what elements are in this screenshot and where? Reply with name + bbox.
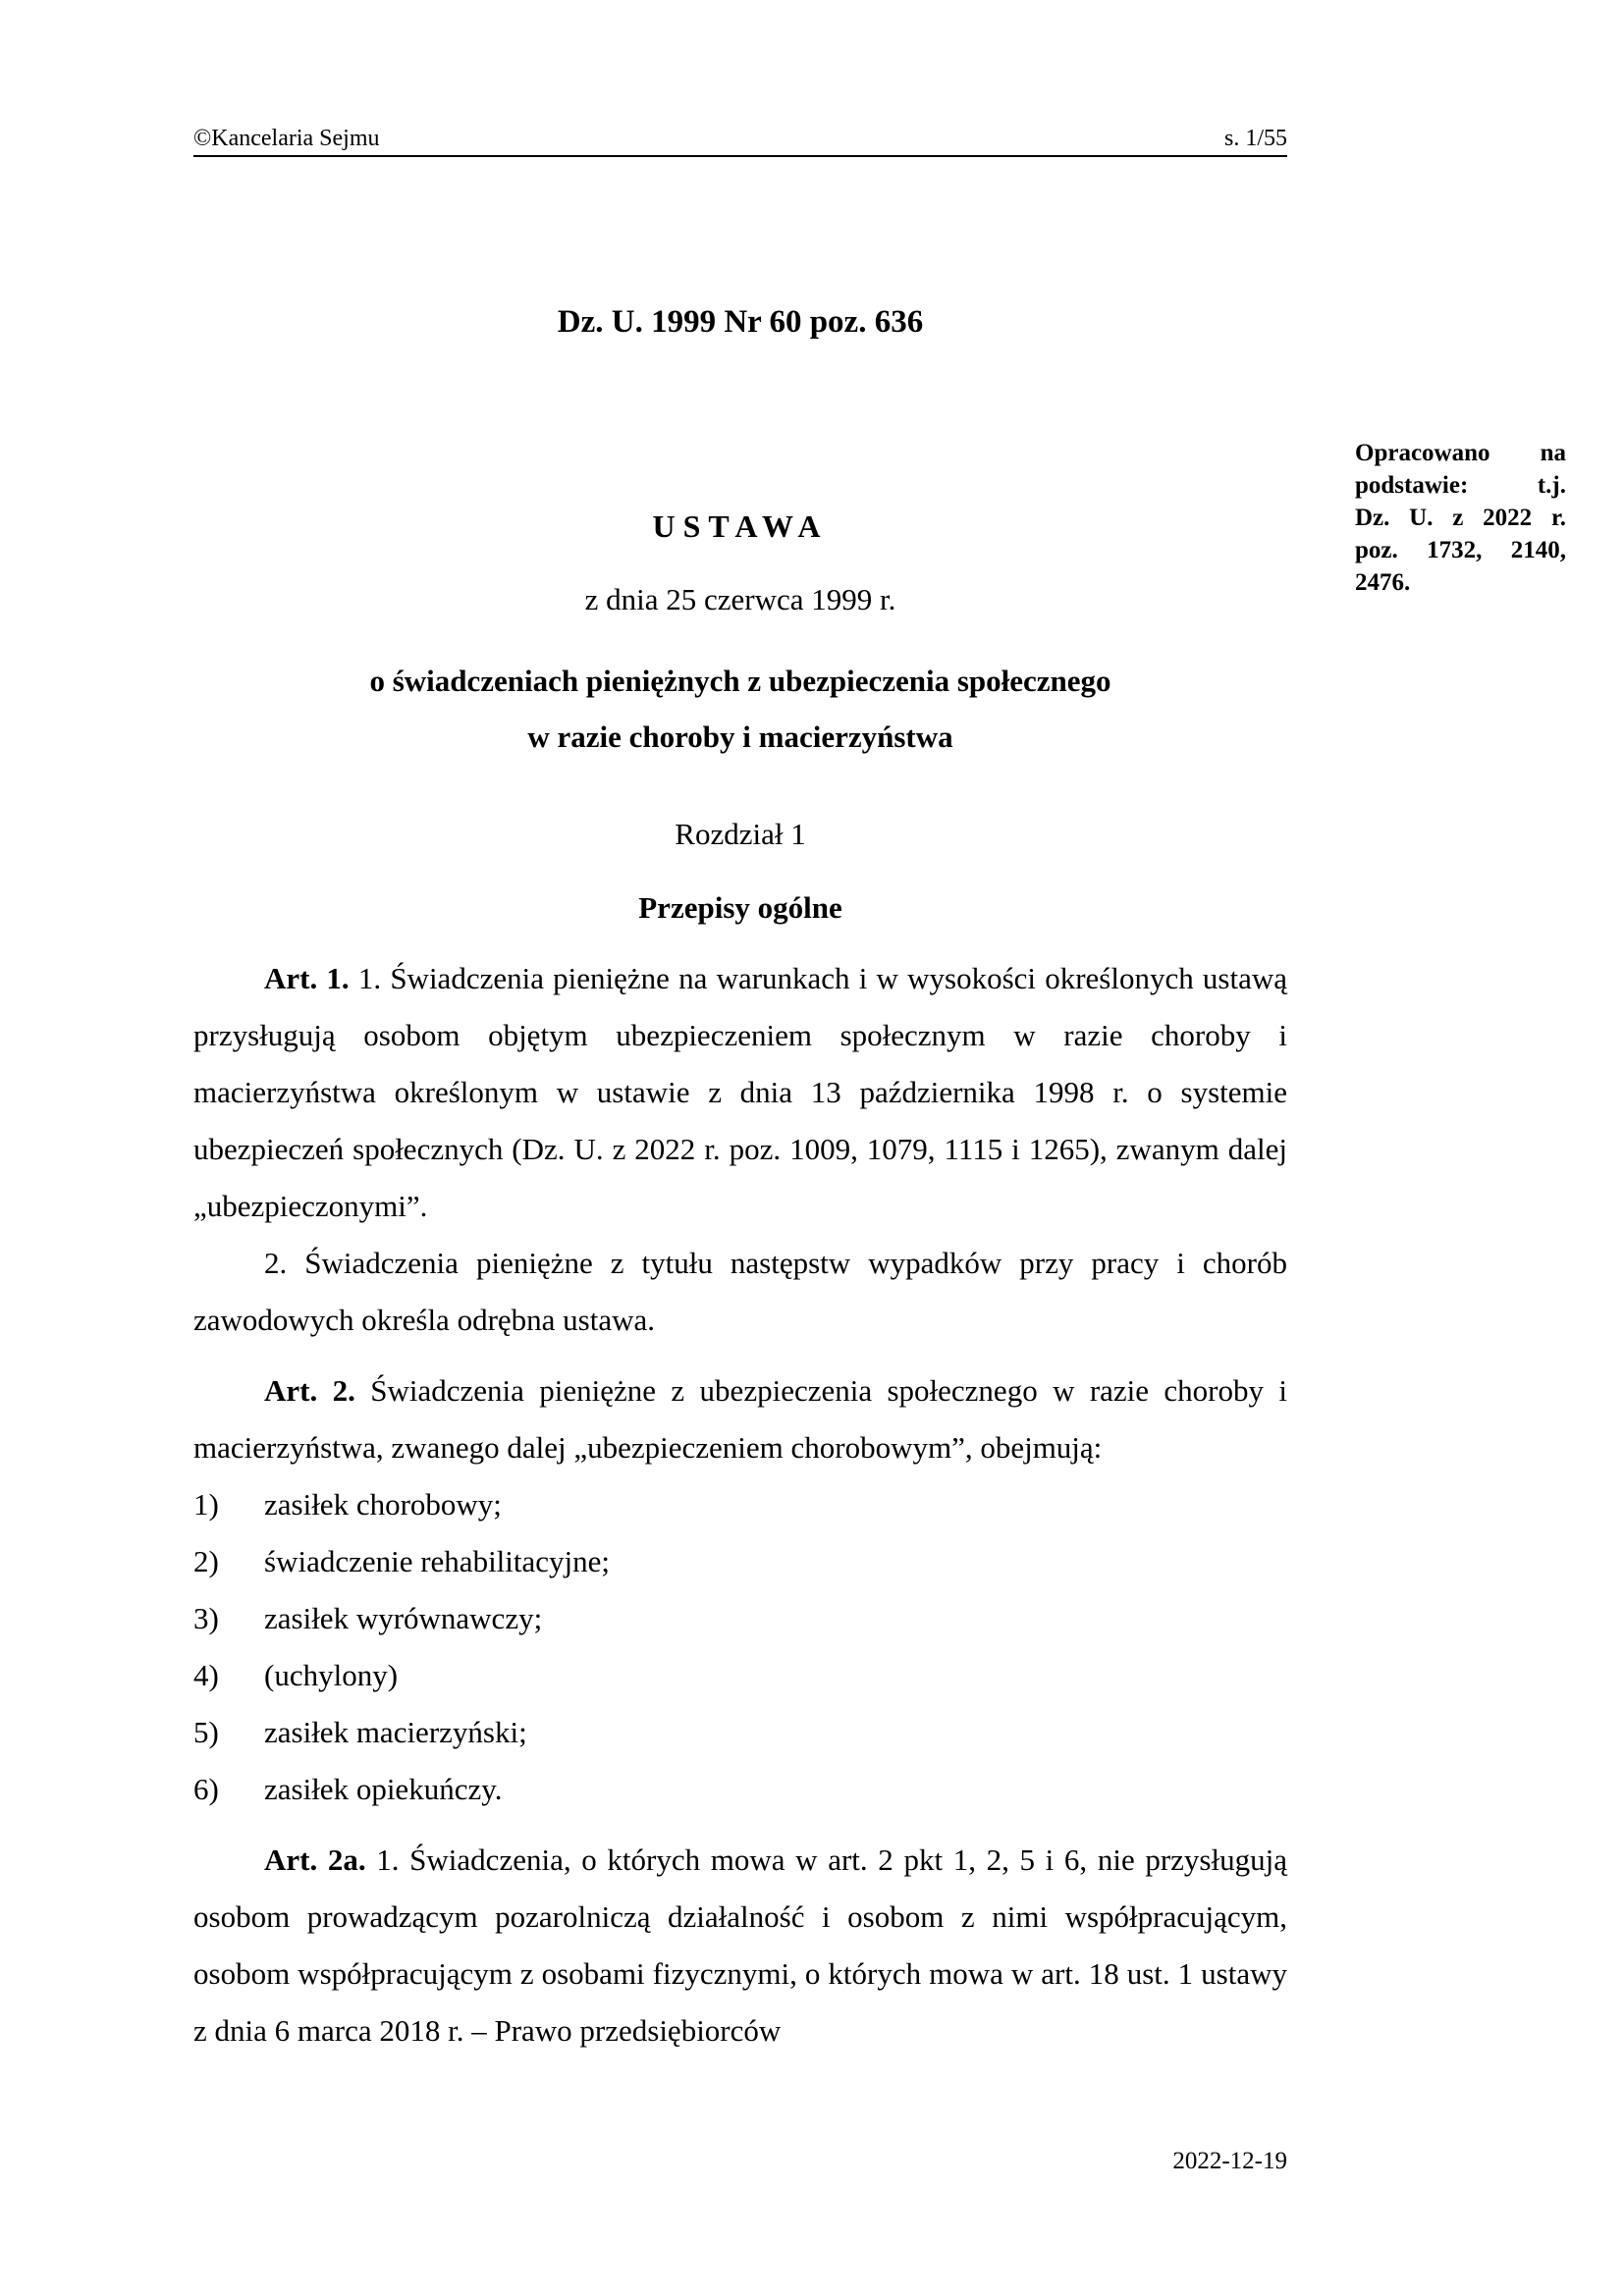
article-label: Art. 2a. <box>264 1842 366 1877</box>
sidenote-line: Dz. U. z 2022 r. <box>1355 505 1566 531</box>
header-page-number: s. 1/55 <box>1223 126 1287 151</box>
sidenote-line: podstawie: t.j. <box>1355 472 1566 499</box>
list-item: 2) świadczenie rehabilitacyjne; <box>193 1544 611 1578</box>
journal-reference: Dz. U. 1999 Nr 60 poz. 636 <box>557 304 924 340</box>
act-title <box>193 653 1287 765</box>
article-label: Art. 1. <box>264 961 350 995</box>
sidenote-line: poz. 1732, 2140, <box>1355 537 1566 563</box>
list-item: 5) zasiłek macierzyński; <box>193 1715 527 1749</box>
article-2-intro: Art. 2. Świadczenia pieniężne z ubezpieczenia społecznego w razie choroby i macierzyństwa, zwanego dalej „ubezpieczeniem chorobowym”, obejmują: <box>193 1373 1287 1465</box>
act-title-line: o świadczeniach pieniężnych z ubezpieczenia społecznego <box>369 664 1111 698</box>
chapter-label: Rozdział 1 <box>675 817 806 851</box>
article-2-list <box>193 1476 1287 1818</box>
sidenote-line: Opracowano na <box>1355 440 1566 466</box>
article-label: Art. 2. <box>264 1373 355 1408</box>
act-type: USTAWA <box>652 508 829 544</box>
list-item: 3) zasiłek wyrównawczy; <box>193 1601 543 1635</box>
list-item: 4) (uchylony) <box>193 1658 399 1692</box>
article-2a-paragraph-1: Art. 2a. 1. Świadczenia, o których mowa w art. 2 pkt 1, 2, 5 i 6, nie przysługują osobom prowadzącym pozarolniczą działalność i osobom z nimi współpracującym, osobom współpracującym z osobami fizycznymi, o których mowa w art. 18 ust. 1 ustawy z dnia 6 marca 2018 r. – Prawo przedsiębiorców <box>193 1842 1287 2048</box>
source-sidenote <box>1355 437 1566 599</box>
chapter-title: Przepisy ogólne <box>638 890 842 925</box>
list-item: 6) zasiłek opiekuńczy. <box>193 1772 503 1806</box>
act-date: z dnia 25 czerwca 1999 r. <box>584 582 896 616</box>
list-item: 1) zasiłek chorobowy; <box>193 1487 502 1522</box>
article-1-paragraph-2: 2. Świadczenia pieniężne z tytułu następstw wypadków przy pracy i chorób zawodowych określa odrębna ustawa. <box>193 1246 1287 1337</box>
footer-date: 2022-12-19 <box>1172 2148 1287 2174</box>
page-header <box>193 122 1287 157</box>
header-publisher: ©Kancelaria Sejmu <box>193 126 380 151</box>
article-1-paragraph-1: Art. 1. 1. Świadczenia pieniężne na warunkach i w wysokości określonych ustawą przysługują osobom objętym ubezpieczeniem społecznym w razie choroby i macierzyństwa określonym w ustawie z dnia 13 października 1998 r. o systemie ubezpieczeń społecznych (Dz. U. z 2022 r. poz. 1009, 1079, 1115 i 1265), zwanym dalej „ubezpieczonymi”. <box>193 961 1287 1223</box>
act-title-line: w razie choroby i macierzyństwa <box>527 720 953 754</box>
sidenote-line: 2476. <box>1355 569 1411 596</box>
document-body <box>193 950 1287 2059</box>
